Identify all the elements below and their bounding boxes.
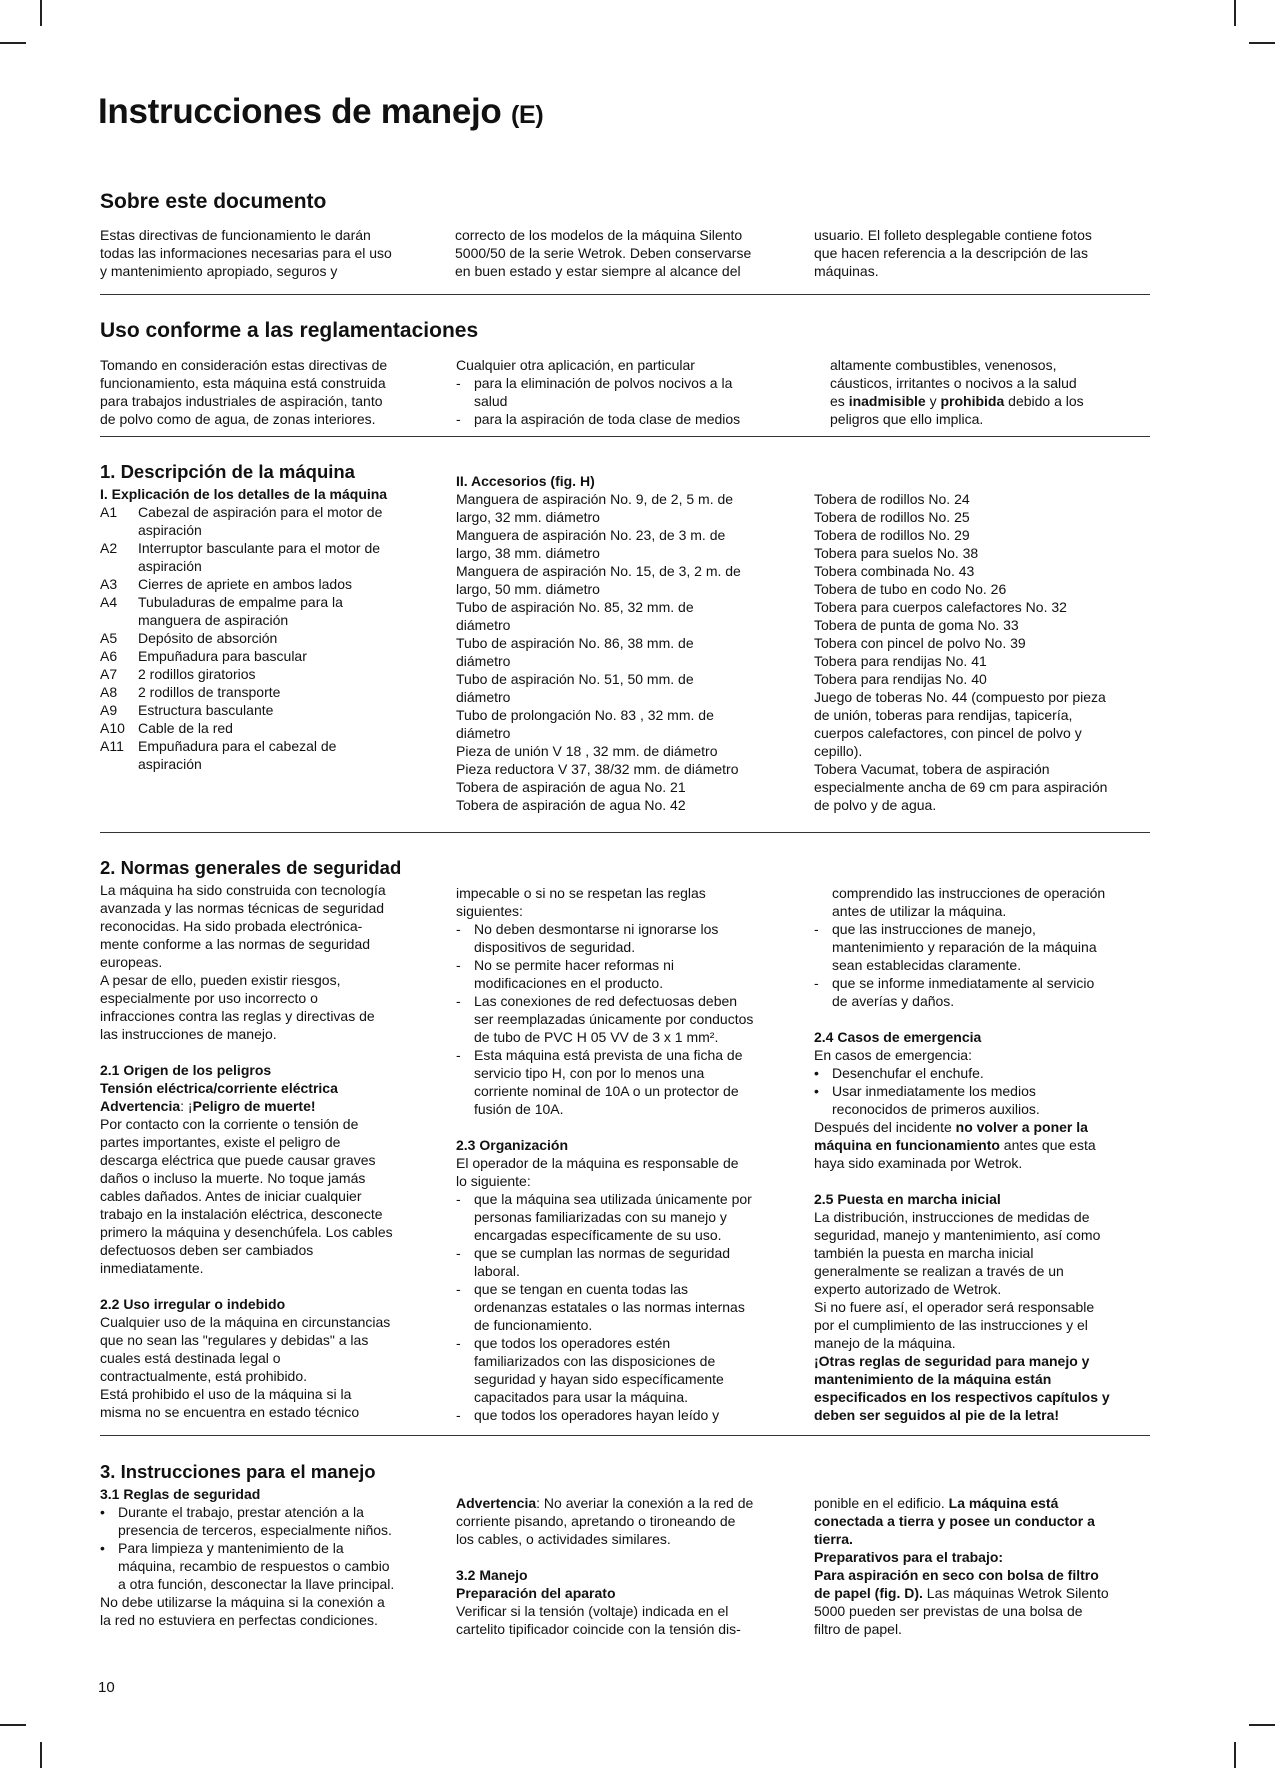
list-item-continued [814, 884, 1159, 920]
text-line: Tobera para rendijas No. 41 [814, 653, 987, 669]
bullet-marker: • [100, 1540, 105, 1556]
text-line: largo, 32 mm. diámetro [456, 509, 600, 525]
safety-col-2 [456, 884, 801, 1424]
text-line: generalmente se realizan a través de un [814, 1263, 1064, 1279]
text-line: 5000/50 de la serie Wetrok. Deben conservarse [455, 245, 752, 261]
text-line: primero la máquina y desenchúfela. Los cables [100, 1224, 393, 1240]
text-line: A pesar de ello, pueden existir riesgos, [100, 972, 341, 988]
text-line: funcionamiento, esta máquina está construida [100, 375, 386, 391]
text-line: las instrucciones de manejo. [100, 1026, 277, 1042]
text-run: Las máquinas Wetrok Silento [922, 1585, 1109, 1601]
bold-run: inadmisible [848, 393, 926, 409]
text-line: de tubo de PVC H 05 VV de 3 x 1 mm². [474, 1029, 719, 1045]
text-run: antes que esta [999, 1137, 1096, 1153]
item-code: A2 [100, 540, 118, 556]
crop-mark [1234, 1742, 1236, 1768]
text-line: correcto de los modelos de la máquina Silento [455, 227, 743, 243]
text-line: que no sean las "regulares y debidas" a las [100, 1332, 369, 1348]
subsection-heading: Preparativos para el trabajo: [814, 1549, 1004, 1565]
text-line: Interruptor basculante para el motor de [138, 540, 381, 556]
text-line: dispositivos de seguridad. [474, 939, 636, 955]
text-line: que la máquina sea utilizada únicamente por [474, 1191, 752, 1207]
text-line: comprendido las instrucciones de operación [832, 885, 1106, 901]
list-item [100, 701, 445, 719]
text-line: reconocidas. Ha sido probada electrónica- [100, 918, 363, 934]
use-col-1 [100, 356, 445, 428]
text-line: para la eliminación de polvos nocivos a la [474, 375, 733, 391]
text-line: Tobera de rodillos No. 24 [814, 491, 970, 507]
crop-mark [1234, 0, 1236, 26]
about-col-1 [100, 226, 445, 280]
text-line: máquina, recambio de respuestos o cambio [118, 1558, 390, 1574]
text-line: salud [474, 393, 508, 409]
text-line: y mantenimiento apropiado, seguros y [100, 263, 338, 279]
text-line: que se tengan en cuenta todas las [474, 1281, 689, 1297]
list-indent [814, 884, 832, 920]
text-line: de funcionamiento. [474, 1317, 593, 1333]
text-line: Para aspiración en seco con bolsa de filtro [814, 1567, 1099, 1583]
text-line: Cierres de apriete en ambos lados [138, 576, 353, 592]
dash-marker: - [456, 1335, 461, 1351]
text-run: Después del incidente [814, 1119, 956, 1135]
text-line: No se permite hacer reformas ni [474, 957, 674, 973]
list-item [456, 410, 801, 428]
text-line: Depósito de absorción [138, 630, 278, 646]
text-line: Tobera de rodillos No. 29 [814, 527, 970, 543]
crop-mark [0, 1724, 26, 1726]
bullet-marker: • [100, 1504, 105, 1520]
text-line: largo, 50 mm. diámetro [456, 581, 600, 597]
text-line: cartelito tipificador coincide con la tensión dis- [456, 1621, 741, 1637]
text-line: Tobera de tubo en codo No. 26 [814, 581, 1007, 597]
text-line: Por contacto con la corriente o tensión de [100, 1116, 359, 1132]
text-line: Las conexiones de red defectuosas deben [474, 993, 738, 1009]
text-line: mantenimiento de la máquina están [814, 1371, 1052, 1387]
dash-marker: - [456, 1191, 461, 1207]
safety-col-3 [814, 884, 1159, 1424]
text-line: conectada a tierra y posee un conductor a [814, 1513, 1095, 1529]
text-line: usuario. El folleto desplegable contiene fotos [814, 227, 1092, 243]
text-line: Estas directivas de funcionamiento le darán [100, 227, 371, 243]
text-line: Tubo de aspiración No. 51, 50 mm. de [456, 671, 694, 687]
text-line: No debe utilizarse la máquina si la conexión a [100, 1594, 385, 1610]
text-line: diámetro [456, 689, 511, 705]
text-line: haya sido examinada por Wetrok. [814, 1155, 1023, 1171]
text-line: siguientes: [456, 903, 523, 919]
about-heading: Sobre este documento [100, 190, 327, 213]
crop-mark [0, 42, 26, 44]
text-line: Cable de la red [138, 720, 233, 736]
text-run: : No averiar la conexión a la red de [536, 1495, 754, 1511]
text-line: Tobera de aspiración de agua No. 21 [456, 779, 686, 795]
bold-run: Advertencia [100, 1098, 181, 1114]
text-line: que hacen referencia a la descripción de las [814, 245, 1088, 261]
text-line: Esta máquina está prevista de una ficha de [474, 1047, 743, 1063]
list-item [100, 539, 445, 575]
bold-run: de papel (fig. D). [814, 1585, 923, 1601]
text-line: Durante el trabajo, prestar atención a la [118, 1504, 364, 1520]
text-line: cepillo). [814, 743, 863, 759]
subsection-heading: 2.4 Casos de emergencia [814, 1029, 982, 1045]
text-line: diámetro [456, 617, 511, 633]
text-line [814, 1136, 1159, 1154]
text-line: cáusticos, irritantes o nocivos a la salud [830, 375, 1077, 391]
desc-col-1 [100, 460, 445, 773]
item-code: A1 [100, 504, 118, 520]
text-line: también la puesta en marcha inicial [814, 1245, 1034, 1261]
page-title-suffix: (E) [510, 101, 544, 129]
text-line: Estructura basculante [138, 702, 274, 718]
text-line: Está prohibido el uso de la máquina si la [100, 1386, 352, 1402]
text-line: de polvo y de agua. [814, 797, 937, 813]
list-item [814, 974, 1159, 1010]
text-line: a otra función, desconectar la llave principal. [118, 1576, 395, 1592]
list-item [456, 1244, 801, 1280]
text-line: ser reemplazadas únicamente por conductos [474, 1011, 754, 1027]
text-line: por el cumplimiento de las instrucciones y el [814, 1317, 1088, 1333]
text-line: cuerpos calefactores, con pincel de polvo y [814, 725, 1082, 741]
text-line: trabajo en la instalación eléctrica, desconecte [100, 1206, 383, 1222]
text-line: infracciones contra las reglas y directivas de [100, 1008, 375, 1024]
crop-mark [1249, 42, 1275, 44]
text-line: filtro de papel. [814, 1621, 902, 1637]
text-line: Verificar si la tensión (voltaje) indicada en el [456, 1603, 729, 1619]
desc-heading: 1. Descripción de la máquina [100, 461, 355, 482]
section-divider [100, 1435, 1150, 1436]
text-line: personas familiarizadas con su manejo y [474, 1209, 727, 1225]
text-line [814, 1118, 1159, 1136]
text-line: Usar inmediatamente los medios [832, 1083, 1036, 1099]
text-line: Tobera de aspiración de agua No. 42 [456, 797, 686, 813]
text-line: Tobera para suelos No. 38 [814, 545, 979, 561]
text-line: aspiración [138, 522, 202, 538]
page-number: 10 [98, 1679, 115, 1696]
text-line: impecable o si no se respetan las reglas [456, 885, 706, 901]
text-line: para trabajos industriales de aspiración, tanto [100, 393, 383, 409]
about-col-3 [814, 226, 1154, 280]
list-item [100, 737, 445, 773]
text-line: 2 rodillos giratorios [138, 666, 256, 682]
text-line: partes importantes, existe el peligro de [100, 1134, 341, 1150]
text-line: mente conforme a las normas de seguridad [100, 936, 371, 952]
text-line: que se cumplan las normas de seguridad [474, 1245, 731, 1261]
desc-subheading: II. Accesorios (fig. H) [456, 473, 595, 489]
text-line: aspiración [138, 558, 202, 574]
subsection-heading: Preparación del aparato [456, 1585, 616, 1601]
section-divider [100, 832, 1150, 833]
dash-marker: - [814, 975, 819, 991]
text-line [814, 1494, 1159, 1512]
text-line: El operador de la máquina es responsable de [456, 1155, 739, 1171]
text-line: misma no se encuentra en estado técnico [100, 1404, 360, 1420]
text-line: Tobera con pincel de polvo No. 39 [814, 635, 1026, 651]
list-item [456, 1190, 801, 1244]
text-line: en buen estado y estar siempre al alcance del [455, 263, 741, 279]
text-line: 2 rodillos de transporte [138, 684, 281, 700]
text-line: seguridad y hayan sido específicamente [474, 1371, 724, 1387]
item-code: A5 [100, 630, 118, 646]
text-line: Para limpieza y mantenimiento de la [118, 1540, 344, 1556]
text-line: modificaciones en el producto. [474, 975, 664, 991]
text-line: presencia de terceros, especialmente niños. [118, 1522, 392, 1538]
bold-run: Advertencia [456, 1495, 537, 1511]
subsection-heading: 2.3 Organización [456, 1137, 569, 1153]
list-item [100, 575, 445, 593]
list-item [100, 683, 445, 701]
text-run: y [925, 393, 941, 409]
list-item [456, 956, 801, 992]
text-line: experto autorizado de Wetrok. [814, 1281, 1002, 1297]
text-line: Manguera de aspiración No. 15, de 3, 2 m. de [456, 563, 741, 579]
text-line: seguridad, manejo y mantenimiento, así como [814, 1227, 1101, 1243]
text-line: La distribución, instrucciones de medidas de [814, 1209, 1090, 1225]
text-line: deben ser seguidos al pie de la letra! [814, 1407, 1060, 1423]
list-item [456, 1406, 801, 1424]
text-line: aspiración [138, 756, 202, 772]
text-line: mantenimiento y reparación de la máquina [832, 939, 1097, 955]
text-line: ordenanzas estatales o las normas internas [474, 1299, 745, 1315]
list-item [100, 1539, 445, 1593]
instr-heading: 3. Instrucciones para el manejo [100, 1461, 376, 1482]
instr-col-1 [100, 1460, 445, 1629]
desc-col-3 [814, 490, 1159, 814]
bullet-marker: • [814, 1083, 819, 1099]
text-line: Cualquier uso de la máquina en circunstancias [100, 1314, 391, 1330]
subsection-heading: Tensión eléctrica/corriente eléctrica [100, 1080, 338, 1096]
text-line: que todos los operadores hayan leído y [474, 1407, 720, 1423]
item-code: A6 [100, 648, 118, 664]
text-line: máquinas. [814, 263, 879, 279]
safety-col-1 [100, 856, 445, 1421]
dash-marker: - [456, 957, 461, 973]
text-line: laboral. [474, 1263, 520, 1279]
text-line: servicio tipo H, con por lo menos una [474, 1065, 705, 1081]
text-line: corriente pisando, apretando o tironeando de [456, 1513, 736, 1529]
item-code: A10 [100, 720, 125, 736]
text-line: ¡Otras reglas de seguridad para manejo y [814, 1353, 1090, 1369]
text-line: 5000 pueden ser previstas de una bolsa de [814, 1603, 1083, 1619]
list-item [814, 920, 1159, 974]
text-line: Si no fuere así, el operador será responsable [814, 1299, 1095, 1315]
list-item [456, 374, 801, 410]
subsection-heading: 2.5 Puesta en marcha inicial [814, 1191, 1001, 1207]
list-item [814, 1082, 1159, 1118]
dash-marker: - [456, 1047, 461, 1063]
text-line: antes de utilizar la máquina. [832, 903, 1007, 919]
text-line: No deben desmontarse ni ignorarse los [474, 921, 719, 937]
text-line: defectuosos deben ser cambiados [100, 1242, 314, 1258]
item-code: A7 [100, 666, 118, 682]
text-line: daños o incluso la muerte. No toque jamás [100, 1170, 366, 1186]
text-line: corriente nominal de 10A o un protector de [474, 1083, 739, 1099]
text-line: Pieza de unión V 18 , 32 mm. de diámetro [456, 743, 718, 759]
text-line: Manguera de aspiración No. 23, de 3 m. de [456, 527, 726, 543]
text-line: Tobera Vacumat, tobera de aspiración [814, 761, 1050, 777]
list-item [456, 1280, 801, 1334]
dash-marker: - [456, 1281, 461, 1297]
subsection-heading: 3.1 Reglas de seguridad [100, 1486, 261, 1502]
text-line [100, 1097, 445, 1115]
text-run: debido a los [1004, 393, 1084, 409]
list-item [814, 1064, 1159, 1082]
instr-col-2 [456, 1494, 801, 1638]
text-line: cuales está destinada legal o [100, 1350, 281, 1366]
subsection-heading: 2.1 Origen de los peligros [100, 1062, 272, 1078]
text-line [814, 1584, 1159, 1602]
item-code: A3 [100, 576, 118, 592]
text-line: Tubo de prolongación No. 83 , 32 mm. de [456, 707, 714, 723]
subsection-heading: 3.2 Manejo [456, 1567, 528, 1583]
dash-marker: - [456, 411, 461, 427]
text-line: Tomando en consideración estas directivas de [100, 357, 388, 373]
desc-col-2 [456, 472, 801, 814]
list-item [456, 992, 801, 1046]
use-heading: Uso conforme a las reglamentaciones [100, 319, 479, 342]
text-line: Tobera para rendijas No. 40 [814, 671, 987, 687]
list-item [100, 719, 445, 737]
text-line: reconocidos de primeros auxilios. [832, 1101, 1040, 1117]
text-line: sean establecidas claramente. [832, 957, 1022, 973]
text-line: de averías y daños. [832, 993, 955, 1009]
text-line: especificados en los respectivos capítulos y [814, 1389, 1110, 1405]
text-line: capacitados para usar la máquina. [474, 1389, 689, 1405]
dash-marker: - [814, 921, 819, 937]
page-title [98, 92, 543, 132]
text-line: largo, 38 mm. diámetro [456, 545, 600, 561]
text-line: Desenchufar el enchufe. [832, 1065, 984, 1081]
use-col-2 [456, 356, 801, 428]
text-line: los cables, o actividades similares. [456, 1531, 671, 1547]
bold-run: máquina en funcionamiento [814, 1137, 1000, 1153]
text-line: que las instrucciones de manejo, [832, 921, 1036, 937]
list-item [100, 647, 445, 665]
text-line: familiarizados con las disposiciones de [474, 1353, 716, 1369]
text-line: Tobera para cuerpos calefactores No. 32 [814, 599, 1067, 615]
list-item [100, 503, 445, 539]
text-line: Tubo de aspiración No. 85, 32 mm. de [456, 599, 694, 615]
text-line: Tubuladuras de empalme para la [138, 594, 343, 610]
text-line [830, 392, 1155, 410]
text-line: especialmente por uso incorrecto o [100, 990, 318, 1006]
text-line: europeas. [100, 954, 163, 970]
item-code: A9 [100, 702, 118, 718]
bold-run: no volver a poner la [955, 1119, 1088, 1135]
text-line: Juego de toberas No. 44 (compuesto por pieza [814, 689, 1106, 705]
text-line: peligros que ello implica. [830, 411, 984, 427]
text-line: En casos de emergencia: [814, 1047, 972, 1063]
text-run: ponible en el edificio. [814, 1495, 949, 1511]
text-line: altamente combustibles, venenosos, [830, 357, 1057, 373]
crop-mark [40, 1742, 42, 1768]
list-item [456, 1046, 801, 1118]
item-code: A4 [100, 594, 118, 610]
about-col-2 [455, 226, 800, 280]
bold-run: Peligro de muerte! [192, 1098, 316, 1114]
text-line: todas las informaciones necesarias para el uso [100, 245, 392, 261]
text-line: Cualquier otra aplicación, en particular [456, 357, 695, 373]
item-code: A11 [100, 738, 124, 754]
bullet-marker: • [814, 1065, 819, 1081]
text-line: diámetro [456, 725, 511, 741]
text-line: especialmente ancha de 69 cm para aspiración [814, 779, 1108, 795]
text-line: contractualmente, está prohibido. [100, 1368, 308, 1384]
section-divider [100, 436, 1150, 437]
bold-run: La máquina está [948, 1495, 1059, 1511]
instr-col-3 [814, 1494, 1159, 1638]
text-line: diámetro [456, 653, 511, 669]
list-item [100, 593, 445, 629]
section-divider [100, 294, 1150, 295]
list-item [100, 1503, 445, 1539]
text-line: manejo de la máquina. [814, 1335, 956, 1351]
dash-marker: - [456, 993, 461, 1009]
text-line: Manguera de aspiración No. 9, de 2, 5 m. de [456, 491, 734, 507]
text-line: Tubo de aspiración No. 86, 38 mm. de [456, 635, 694, 651]
text-line: avanzada y las normas técnicas de seguridad [100, 900, 385, 916]
list-item [100, 665, 445, 683]
text-line: de polvo como de agua, de zonas interiores. [100, 411, 376, 427]
text-line: inmediatamente. [100, 1260, 204, 1276]
text-line: lo siguiente: [456, 1173, 531, 1189]
dash-marker: - [456, 1245, 461, 1261]
text-line: descarga eléctrica que puede causar graves [100, 1152, 376, 1168]
list-item [456, 920, 801, 956]
list-item [100, 629, 445, 647]
dash-marker: - [456, 921, 461, 937]
crop-mark [40, 0, 42, 26]
text-line: Cabezal de aspiración para el motor de [138, 504, 383, 520]
text-line [456, 1494, 801, 1512]
subsection-heading: 2.2 Uso irregular o indebido [100, 1296, 286, 1312]
text-line: Tobera de rodillos No. 25 [814, 509, 970, 525]
text-line: La máquina ha sido construida con tecnología [100, 882, 386, 898]
list-item [456, 1334, 801, 1406]
desc-subheading: I. Explicación de los detalles de la máquina [100, 486, 388, 502]
text-run: : ¡ [180, 1098, 193, 1114]
use-col-3 [830, 356, 1155, 428]
text-line: de unión, toberas para rendijas, tapicería, [814, 707, 1073, 723]
page-title-text: Instrucciones de manejo [98, 92, 502, 131]
text-line: Tobera de punta de goma No. 33 [814, 617, 1019, 633]
text-line: que se informe inmediatamente al servicio [832, 975, 1095, 991]
text-line: para la aspiración de toda clase de medios [474, 411, 741, 427]
text-line: que todos los operadores estén [474, 1335, 671, 1351]
text-line: Pieza reductora V 37, 38/32 mm. de diámetro [456, 761, 739, 777]
text-line: cables dañados. Antes de iniciar cualquier [100, 1188, 362, 1204]
safety-heading: 2. Normas generales de seguridad [100, 857, 402, 878]
text-line: fusión de 10A. [474, 1101, 564, 1117]
text-line: Tobera combinada No. 43 [814, 563, 975, 579]
text-line: Empuñadura para bascular [138, 648, 307, 664]
crop-mark [1249, 1724, 1275, 1726]
text-line: la red no estuviera en perfectas condiciones. [100, 1612, 378, 1628]
item-code: A8 [100, 684, 118, 700]
dash-marker: - [456, 375, 461, 391]
text-run: es [830, 393, 849, 409]
text-line: tierra. [814, 1531, 853, 1547]
text-line: Empuñadura para el cabezal de [138, 738, 337, 754]
text-line: encargadas específicamente de su uso. [474, 1227, 722, 1243]
bold-run: prohibida [940, 393, 1005, 409]
dash-marker: - [456, 1407, 461, 1423]
text-line: manguera de aspiración [138, 612, 289, 628]
